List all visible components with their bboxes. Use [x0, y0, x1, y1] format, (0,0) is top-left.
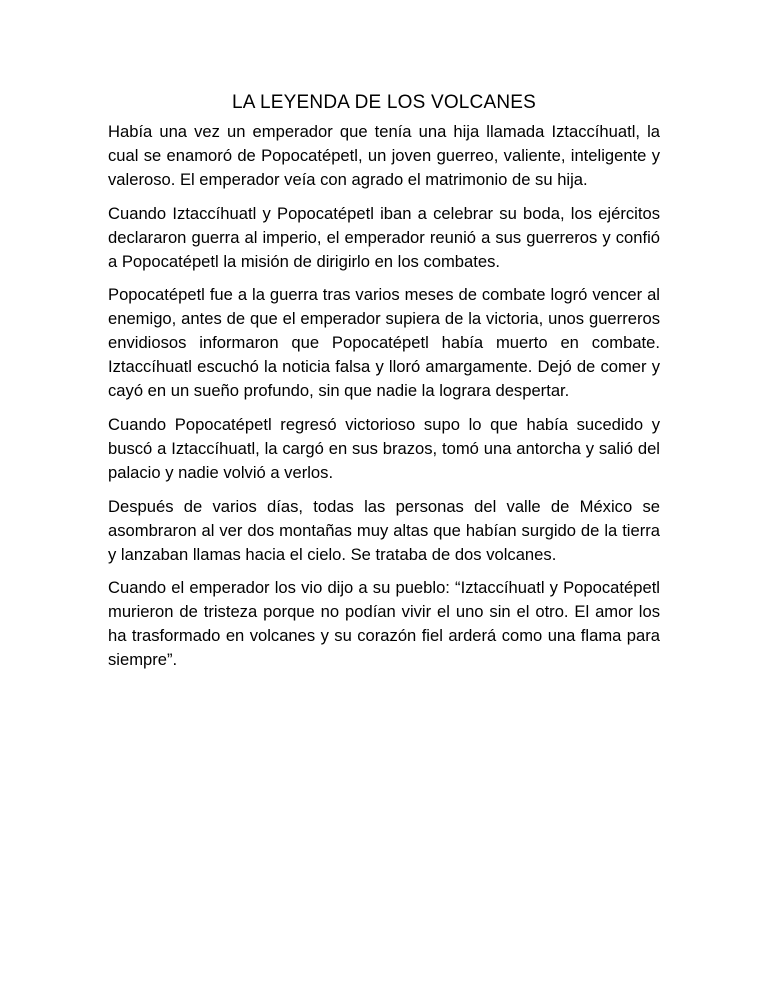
paragraph-1: Había una vez un emperador que tenía una hija llamada Iztaccíhuatl, la cual se enamoró de Popocatépetl, un joven guerreo, valiente, inteligente y valeroso. El emperador veía con agrado el matrimonio de su hija. [108, 122, 660, 189]
paragraph-4: Cuando Popocatépetl regresó victorioso supo lo que había sucedido y buscó a Iztaccíhuatl, la cargó en sus brazos, tomó una antorcha y salió del palacio y nadie volvió a verlos. [108, 414, 660, 482]
paragraph-2: Cuando Iztaccíhuatl y Popocatépetl iban a celebrar su boda, los ejércitos declararon guerra al imperio, el emperador reunió a sus guerreros y confió a Popocatépetl la misión de dirigirlo en los combates. [108, 203, 660, 271]
paragraph-3: Popocatépetl fue a la guerra tras varios meses de combate logró vencer al enemigo, antes de que el emperador supiera de la victoria, unos guerreros envidiosos informaron que Popocatépetl había muerto en combate. Iztaccíhuatl escuchó la noticia falsa y lloró amargamente. Dejó de comer y cayó en un sueño profundo, sin que nadie la lograra despertar. [108, 285, 660, 401]
paragraph-5: Después de varios días, todas las personas del valle de México se asombraron al ver dos montañas muy altas que habían surgido de la tierra y lanzaban llamas hacia el cielo. Se trataba de dos volcanes. [108, 496, 660, 564]
paragraph-6: Cuando el emperador los vio dijo a su pueblo: “Iztaccíhuatl y Popocatépetl murieron de tristeza porque no podían vivir el uno sin el otro. El amor los ha trasformado en volcanes y su corazón fiel arderá como una flama para siempre”. [108, 578, 660, 670]
document-body [108, 90, 660, 682]
page-title: LA LEYENDA DE LOS VOLCANES [231, 92, 537, 113]
